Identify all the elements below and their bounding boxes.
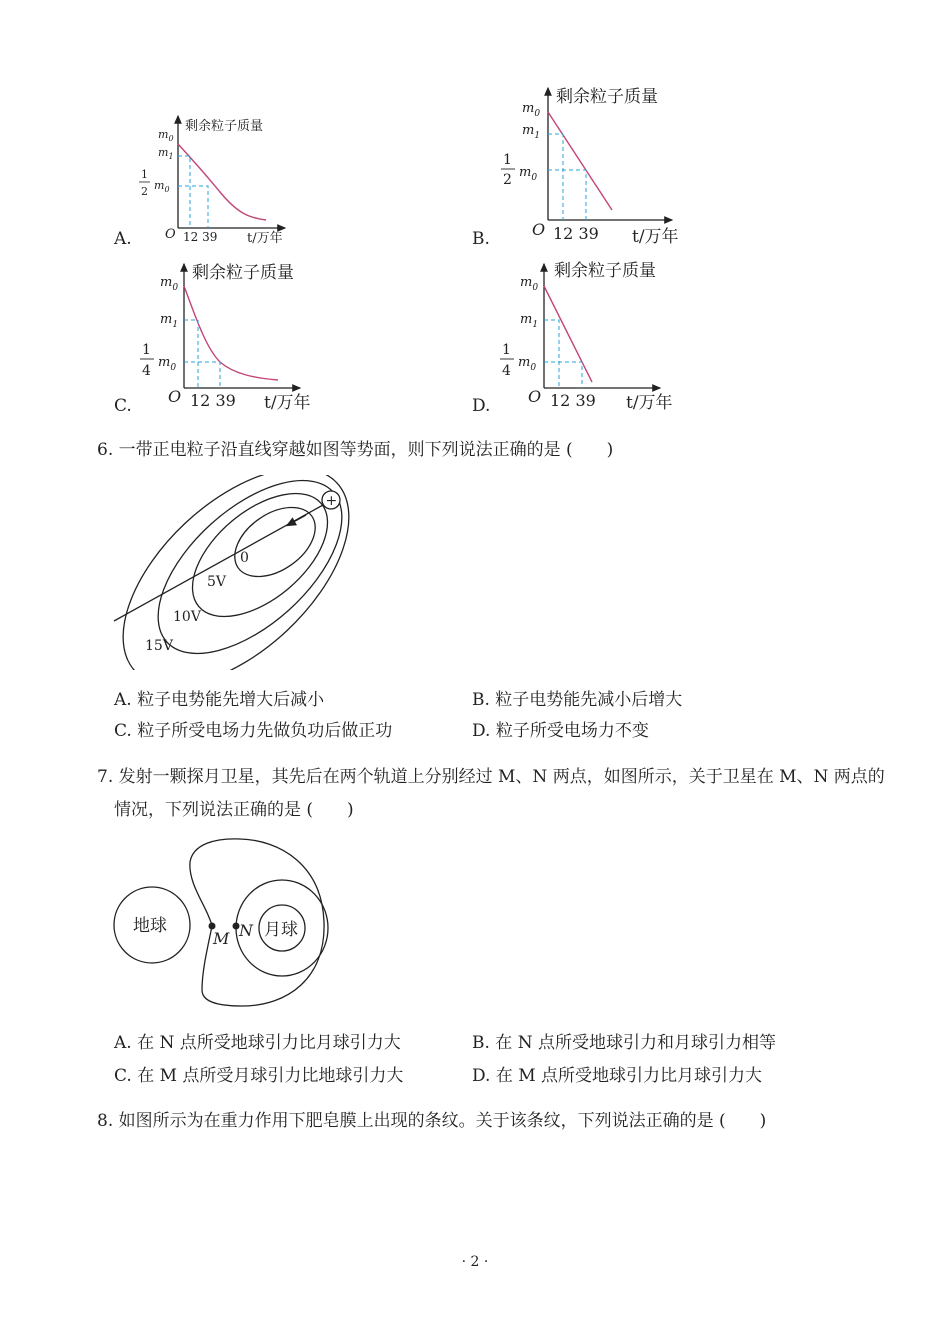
- graph-d: [498, 258, 688, 420]
- x-label: t/万年: [626, 393, 673, 413]
- earth-label: 地球: [133, 916, 167, 936]
- option-d-letter[interactable]: D.: [472, 396, 491, 416]
- tick-labels: 12 39: [183, 230, 218, 244]
- origin-label: O: [168, 387, 182, 406]
- q6-option-b[interactable]: B. 粒子电势能先减小后增大: [472, 690, 683, 710]
- frac-num: 1: [142, 342, 151, 358]
- q6-option-c[interactable]: C. 粒子所受电场力先做负功后做正功: [114, 721, 393, 741]
- mh-label: $m_0$: [519, 165, 538, 183]
- label-15v: 15V: [145, 638, 173, 654]
- dash-guides: [178, 156, 208, 228]
- y-label: 剩余粒子质量: [556, 87, 658, 107]
- m0-label: $m_0$: [160, 275, 179, 293]
- label-m: M: [213, 929, 230, 948]
- direction-arrow: [288, 515, 306, 525]
- mh-label: $m_0$: [158, 355, 177, 373]
- dash-guides: [548, 134, 586, 220]
- graph-a: [110, 110, 310, 250]
- y-label: 剩余粒子质量: [192, 263, 294, 283]
- option-a-letter[interactable]: A.: [114, 229, 132, 249]
- m0-label: $m_0$: [158, 128, 174, 143]
- x-label: t/万年: [247, 231, 283, 246]
- equipotential-0: [222, 493, 328, 590]
- frac-den: 2: [503, 172, 512, 188]
- frac-num: 1: [141, 168, 148, 181]
- label-10v: 10V: [173, 609, 201, 625]
- x-label: t/万年: [264, 393, 311, 413]
- frac-den: 4: [502, 363, 511, 379]
- label-0: 0: [240, 550, 249, 566]
- q7-option-a[interactable]: A. 在 N 点所受地球引力比月球引力大: [114, 1033, 401, 1053]
- dash-guides: [544, 320, 582, 388]
- mh-label: $m_0$: [518, 355, 537, 373]
- dash-guides: [184, 320, 220, 388]
- m0-label: $m_0$: [522, 101, 541, 119]
- tick-labels: 12 39: [190, 391, 236, 410]
- plus-sign: +: [325, 493, 338, 509]
- m1-label: $m_1$: [160, 312, 179, 330]
- question-7-stem-line1: 7. 发射一颗探月卫星，其先后在两个轨道上分别经过 M、N 两点，如图所示，关于卫星在 M、N 两点的: [97, 767, 885, 787]
- page-number: · 2 ·: [461, 1254, 489, 1270]
- label-5v: 5V: [207, 574, 227, 590]
- q7-option-d[interactable]: D. 在 M 点所受地球引力比月球引力大: [472, 1066, 763, 1086]
- question-8-stem: 8. 如图所示为在重力作用下肥皂膜上出现的条纹。关于该条纹，下列说法正确的是 ( ): [97, 1111, 767, 1131]
- frac-num: 1: [502, 342, 511, 358]
- decay-curve: [178, 144, 266, 220]
- tick-labels: 12 39: [553, 224, 599, 243]
- y-label: 剩余粒子质量: [554, 261, 656, 281]
- equipotential-diagram: [110, 475, 360, 670]
- q7-option-b[interactable]: B. 在 N 点所受地球引力和月球引力相等: [472, 1033, 776, 1053]
- m1-label: $m_1$: [522, 123, 541, 141]
- graph-c: [138, 258, 328, 420]
- decay-line: [544, 286, 592, 382]
- frac-den: 2: [141, 185, 148, 198]
- question-6-stem: 6. 一带正电粒子沿直线穿越如图等势面，则下列说法正确的是 ( ): [97, 440, 614, 460]
- mh-label: $m_0$: [154, 179, 170, 194]
- option-c-letter[interactable]: C.: [114, 396, 132, 416]
- decay-line: [548, 112, 612, 210]
- origin-label: O: [528, 387, 542, 406]
- option-b-letter[interactable]: B.: [472, 229, 490, 249]
- m0-label: $m_0$: [520, 275, 539, 293]
- y-label: 剩余粒子质量: [185, 119, 264, 134]
- m1-label: $m_1$: [158, 146, 174, 161]
- frac-den: 4: [142, 363, 151, 379]
- x-label: t/万年: [632, 227, 679, 247]
- orbit-diagram: [110, 830, 340, 1015]
- tick-labels: 12 39: [550, 391, 596, 410]
- moon-label: 月球: [264, 920, 298, 940]
- label-n: N: [239, 921, 253, 940]
- origin-label: O: [532, 220, 546, 239]
- origin-label: O: [165, 227, 176, 242]
- q7-option-c[interactable]: C. 在 M 点所受月球引力比地球引力大: [114, 1066, 404, 1086]
- m1-label: $m_1$: [520, 312, 539, 330]
- q6-option-a[interactable]: A. 粒子电势能先增大后减小: [114, 690, 325, 710]
- q6-option-d[interactable]: D. 粒子所受电场力不变: [472, 721, 649, 741]
- frac-num: 1: [503, 152, 512, 168]
- question-7-stem-line2: 情况，下列说法正确的是 ( ): [114, 800, 354, 820]
- graph-b: [500, 82, 700, 250]
